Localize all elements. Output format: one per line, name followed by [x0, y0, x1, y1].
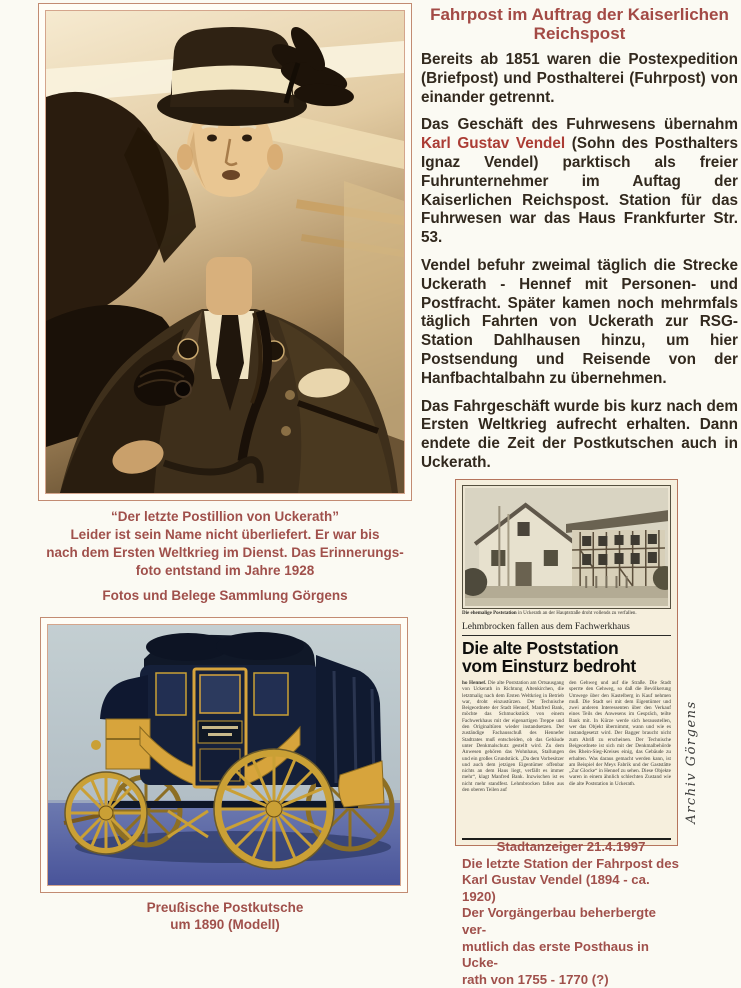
- coach-caption-line: um 1890 (Modell): [170, 917, 280, 932]
- clipping-headline-line: vom Einsturz bedroht: [462, 655, 636, 676]
- station-caption: [462, 839, 680, 988]
- coach-illustration: [48, 625, 400, 885]
- postillion-illustration: [46, 11, 404, 493]
- clipping-photo-caption-bold: Die ehemalige Poststation: [462, 611, 517, 616]
- postillion-photo-frame: [38, 3, 412, 501]
- clipping-headline-line: Die alte Poststation: [462, 638, 619, 658]
- clipping-column-text: den Gehweg und auf die Straße. Die Stadt sperrte den Gehweg, so daß die Bevölkerung Umwege über den Kastelberg in Kauf nehmen muß. Die Stadt sei mit dem Eigentümer und zwei anderen Interessenten über den Verkauf eines Teils des Anwesens im Gespräch, teilte Bank mit. In Kürze werde sich herausstellen, wer das Objekt übernimmt, wann und wie es instandgesetzt wird. Der Bagger braucht nicht zum Abriß zu erscheinen. Der Technische Beigeordnete ist sich mit der Denkmalbehörde des Rhein-Sieg-Kreises einig, das Gebäude zu erhalten. Was daraus gemacht werden kann, ist am Beispiel der Meys Fabrik und der Gaststätte „Zur Glocke“ in Hennef zu sehen. Diese Objekte waren in einem ähnlich schlechten Zustand wie die alte Poststation in Uckerath.: [569, 680, 671, 787]
- clipping-headline: [462, 640, 671, 675]
- postillion-caption-line: foto entstand im Jahre 1928: [135, 563, 315, 578]
- handwritten-credit: Archiv Görgens: [684, 700, 699, 824]
- station-caption-source: Stadtanzeiger 21.4.1997: [496, 839, 646, 854]
- paragraph-text: Das Geschäft des Fuhrwesens übernahm: [421, 116, 738, 134]
- station-caption-line: Der Vorgängerbau beherbergte ver-: [462, 905, 656, 937]
- article-column: [421, 5, 738, 482]
- postillion-caption-line: “Der letzte Postillion von Uckerath”: [110, 509, 340, 524]
- clipping-column-text: Die alte Poststation am Ortsausgang von Uckerath in Richtung Altenkirchen, die letztmalig nach dem Ersten Weltkrieg in Betrieb war, droht einzustürzen. Der Technische Beigeordnete der Stadt Hennef, Manfred Bank, möchte das Schmuckstück von einem Fachwerkhaus mit der eigenartigen Treppe und den Originaltüren wieder instandsetzen. Der zuständige Fachausschuß des Hennefer Stadtrates muß entscheiden, ob das Gebäude unter Denkmalschutz gestellt wird. Zu dem Anwesen gehören das Wohnhaus, Stallungen und ein großes Grundstück. „Da dem Vorbesitzer und auch dem jetzigen Eigentümer offenbar nichts an dem Haus liegt, verfällt es immer mehr“, klagt Manfred Bank. Inzwischen ist es nicht mehr standfest. Lehmbrocken fallen aus den oberen Teilen auf: [462, 680, 564, 794]
- clipping-kicker: Lehmbrocken fallen aus dem Fachwerkhaus: [462, 622, 671, 636]
- postillion-caption: [30, 508, 420, 605]
- clipping-dateline: ho Hennef.: [462, 680, 487, 686]
- paragraph-1: [421, 51, 738, 107]
- clipping-column-1: [462, 680, 564, 835]
- clipping-column-2: [569, 680, 671, 835]
- coach-caption-line: Preußische Postkutsche: [146, 900, 304, 915]
- paragraph-3: [421, 257, 738, 389]
- page-title-line: Reichspost: [533, 24, 626, 43]
- highlighted-name: Karl Gustav Vendel: [421, 135, 566, 153]
- clipping-photo-caption: [462, 611, 671, 617]
- fachwerkhaus-illustration: [465, 488, 668, 606]
- postillion-caption-line: Leider ist sein Name nicht überliefert. Er war bis: [70, 527, 380, 542]
- coach-photo: [47, 624, 401, 886]
- coach-caption: [30, 899, 420, 933]
- paragraph-text: Das Fahrgeschäft wurde bis kurz nach dem Ersten Weltkrieg aufrecht erhalten. Dann endete die Zeit der Postkutschen auch in Uckerath.: [421, 397, 738, 471]
- paragraph-4: [421, 398, 738, 473]
- postillion-photo: [45, 10, 405, 494]
- clipping-body: [462, 680, 671, 835]
- postillion-caption-line: nach dem Ersten Weltkrieg im Dienst. Das Erinnerungs-: [46, 545, 404, 560]
- coach-photo-frame: [40, 617, 408, 893]
- newspaper-clipping: [455, 479, 678, 846]
- station-caption-line: Karl Gustav Vendel (1894 - ca. 1920): [462, 872, 650, 904]
- poststation-photo: [462, 485, 671, 609]
- photo-credit: Fotos und Belege Sammlung Görgens: [102, 588, 348, 603]
- paragraph-2: [421, 116, 738, 248]
- station-caption-line: Die letzte Station der Fahrpost des: [462, 855, 679, 871]
- station-caption-line: mutlich das erste Posthaus in Ucke-: [462, 938, 649, 971]
- station-caption-line: rath von 1755 - 1770 (?): [462, 971, 609, 987]
- paragraph-text: Bereits ab 1851 waren die Postexpedition (Briefpost) und Posthalterei (Fuhrpost) von einander getrennt.: [421, 51, 738, 106]
- clipping-photo-caption-rest: in Uckerath an der Hauptstraße droht vollends zu verfallen.: [516, 611, 637, 616]
- paragraph-text: (Sohn des Posthalters Ignaz Vendel) parktisch als freier Fuhrunternehmer im Auftag der Kaiserlichen Reichspost. Station für das Fuhrwesen war das Haus Frankfurter Str. 53.: [421, 135, 739, 247]
- paragraph-text: Vendel befuhr zweimal täglich die Strecke Uckerath - Hennef mit Personen- und Postfracht. Später kamen noch mehrmfals täglich Fahrten von Uckerath zur RSG-Station Dahlhausen hinzu, um hier Postsendung und Reisende von der Hanfbachtalbahn zu übernehmen.: [421, 256, 738, 387]
- page-title: [421, 5, 738, 43]
- page-title-line: Fahrpost im Auftrag der Kaiserlichen: [430, 5, 729, 24]
